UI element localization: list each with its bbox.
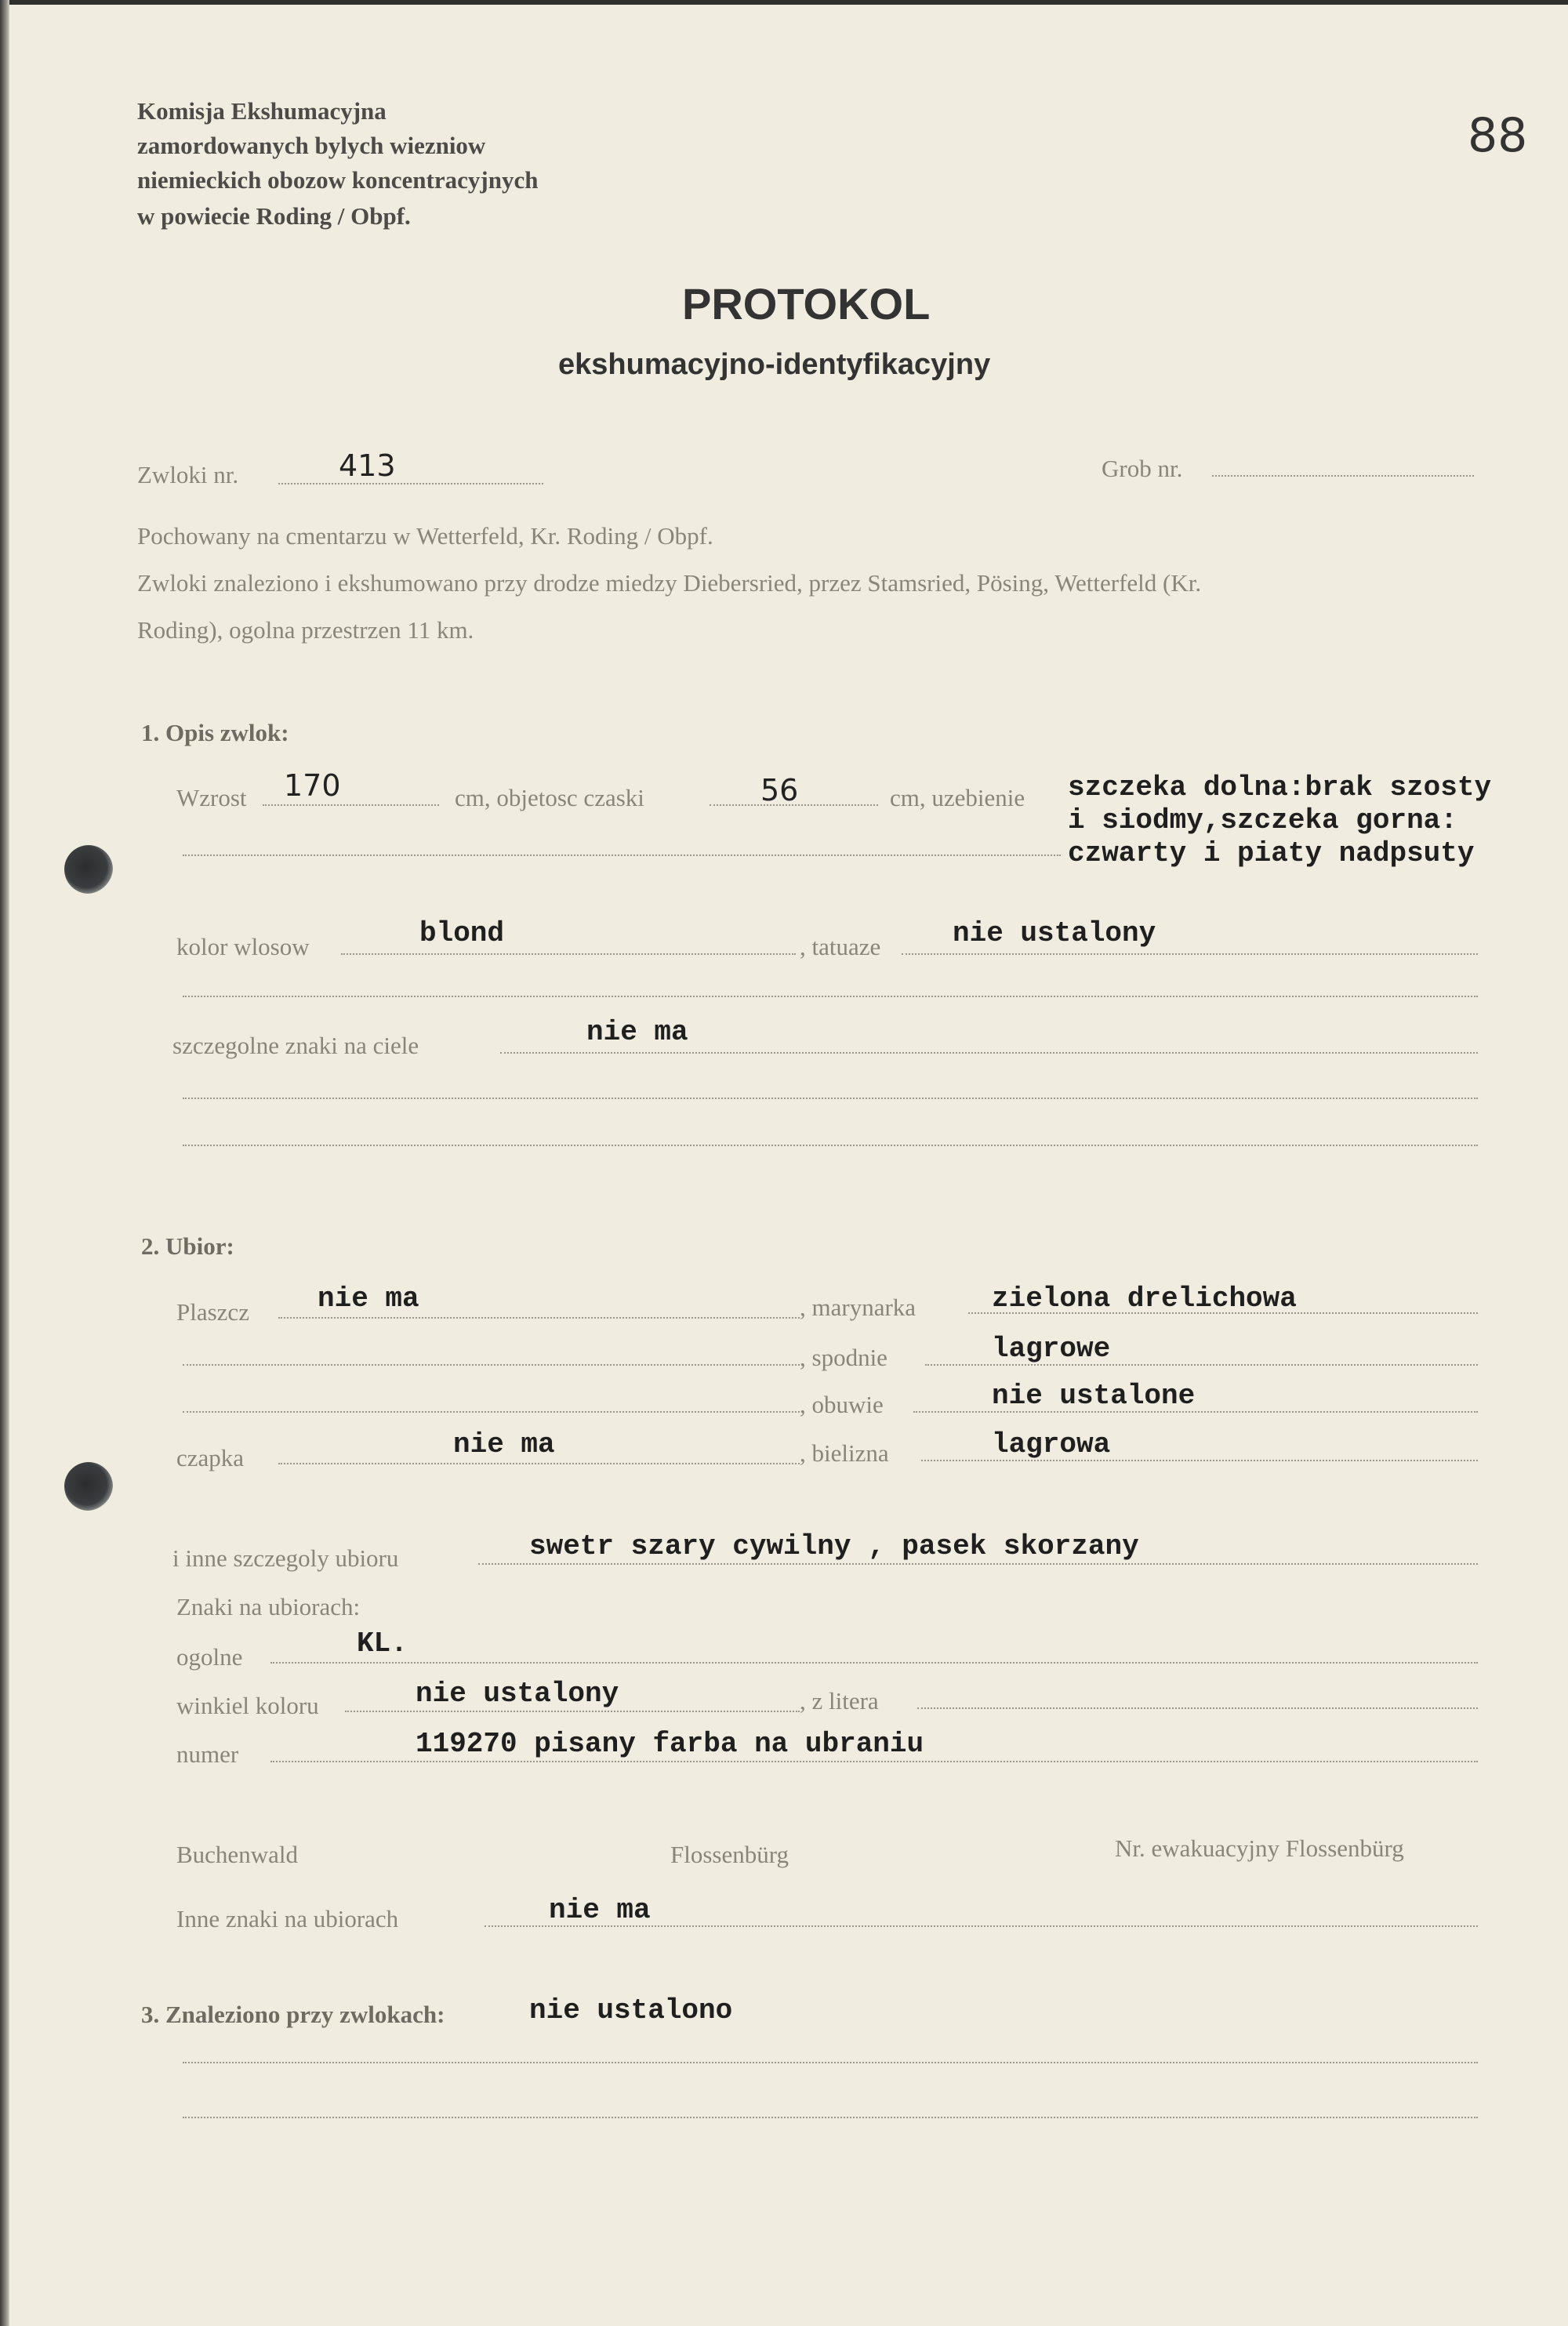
evacuation-number-label: Nr. ewakuacyjny Flossenbürg [1115, 1834, 1404, 1862]
header-line-1: Komisja Ekshumacyjna [137, 97, 387, 125]
section-1-heading: 1. Opis zwlok: [141, 719, 289, 746]
letter-label: , z litera [800, 1687, 879, 1715]
hair-color-label: kolor wlosow [176, 933, 310, 960]
jacket-label: , marynarka [800, 1294, 916, 1321]
corpse-number-value: 413 [339, 448, 396, 483]
tattoo-label: , tatuaze [800, 933, 881, 960]
page-number: 88 [1468, 108, 1528, 163]
height-line [263, 804, 439, 806]
trousers-left-line [183, 1364, 800, 1366]
section-3-line-1 [183, 2062, 1478, 2063]
coat-line [278, 1317, 800, 1319]
general-marks-value: KL. [357, 1627, 408, 1660]
tattoo-value: nie ustalony [953, 917, 1156, 949]
bleed-through-mark [1207, 100, 1213, 124]
corpse-number-label: Zwloki nr. [137, 461, 239, 488]
burial-line-3: Roding), ogolna przestrzen 11 km. [137, 616, 474, 644]
grave-number-label: Grob nr. [1102, 455, 1183, 482]
number-line [270, 1761, 1478, 1762]
height-value: 170 [284, 768, 341, 803]
cap-value: nie ma [453, 1428, 555, 1461]
number-value: 119270 pisany farba na ubraniu [416, 1728, 924, 1760]
teeth-value-2: i siodmy,szczeka gorna: [1068, 804, 1457, 836]
underwear-value: lagrowa [992, 1428, 1111, 1461]
buchenwald-label: Buchenwald [176, 1841, 298, 1868]
winkel-color-line [345, 1711, 800, 1712]
header-line-3: niemieckich obozow koncentracyjnych [137, 166, 539, 194]
body-marks-extra-line-1 [183, 1098, 1478, 1099]
body-marks-line [500, 1052, 1478, 1054]
top-edge [0, 0, 1568, 5]
teeth-line [183, 855, 1061, 856]
header-line-4: w powiecie Roding / Obpf. [137, 202, 411, 230]
other-details-value: swetr szary cywilny , pasek skorzany [529, 1530, 1139, 1562]
header-line-2: zamordowanych bylych wiezniow [137, 132, 486, 159]
hair-color-value: blond [419, 917, 505, 949]
general-marks-label: ogolne [176, 1643, 243, 1671]
trousers-value: lagrowe [992, 1333, 1111, 1365]
winkel-color-value: nie ustalony [416, 1678, 619, 1710]
body-marks-value: nie ma [586, 1016, 688, 1048]
cap-line [278, 1463, 800, 1464]
other-details-line [478, 1563, 1478, 1565]
clothing-marks-label: Znaki na ubiorach: [176, 1593, 361, 1620]
left-edge [0, 0, 9, 2326]
punch-hole-icon [64, 1462, 113, 1511]
section-3-heading: 3. Znaleziono przy zwlokach: [141, 2001, 445, 2028]
teeth-value-1: szczeka dolna:brak szosty [1068, 771, 1492, 804]
section-2-heading: 2. Ubior: [141, 1232, 234, 1260]
skull-value: 56 [760, 773, 799, 807]
other-marks-value: nie ma [549, 1894, 651, 1926]
grave-number-line [1212, 475, 1474, 477]
letter-line [917, 1707, 1478, 1709]
shoes-value: nie ustalone [992, 1380, 1196, 1412]
coat-value: nie ma [318, 1283, 419, 1315]
winkel-color-label: winkiel koloru [176, 1692, 319, 1719]
document-subtitle: ekshumacyjno-identyfikacyjny [558, 348, 991, 381]
teeth-label: cm, uzebienie [890, 784, 1025, 811]
teeth-value-3: czwarty i piaty nadpsuty [1068, 837, 1475, 869]
shoes-left-line [183, 1411, 800, 1413]
shoes-label: , obuwie [800, 1391, 884, 1418]
number-label: numer [176, 1740, 239, 1768]
punch-hole-icon [64, 845, 113, 894]
body-marks-label: szczegolne znaki na ciele [172, 1032, 419, 1059]
skull-label: cm, objetosc czaski [455, 784, 644, 811]
other-marks-label: Inne znaki na ubiorach [176, 1905, 399, 1932]
trousers-label: , spodnie [800, 1344, 887, 1371]
coat-label: Plaszcz [176, 1298, 249, 1326]
height-label: Wzrost [176, 784, 247, 811]
corpse-number-line [278, 483, 543, 484]
body-marks-extra-line-2 [183, 1145, 1478, 1146]
flossenburg-label: Flossenbürg [670, 1841, 789, 1868]
tattoo-line [902, 953, 1478, 955]
underwear-label: , bielizna [800, 1439, 889, 1467]
section-3-line-2 [183, 2117, 1478, 2118]
section-3-value: nie ustalono [529, 1994, 733, 2027]
document-title: PROTOKOL [682, 279, 931, 328]
tattoo-extra-line [183, 996, 1478, 997]
cap-label: czapka [176, 1444, 245, 1471]
general-marks-line [270, 1662, 1478, 1664]
hair-color-line [341, 953, 796, 955]
jacket-value: zielona drelichowa [992, 1283, 1297, 1315]
other-details-label: i inne szczegoly ubioru [172, 1544, 399, 1572]
burial-line-2: Zwloki znaleziono i ekshumowano przy drodze miedzy Diebersried, przez Stamsried, Pösing, Wetterfeld (Kr. [137, 569, 1202, 597]
burial-line-1: Pochowany na cmentarzu w Wetterfeld, Kr. Roding / Obpf. [137, 522, 713, 550]
